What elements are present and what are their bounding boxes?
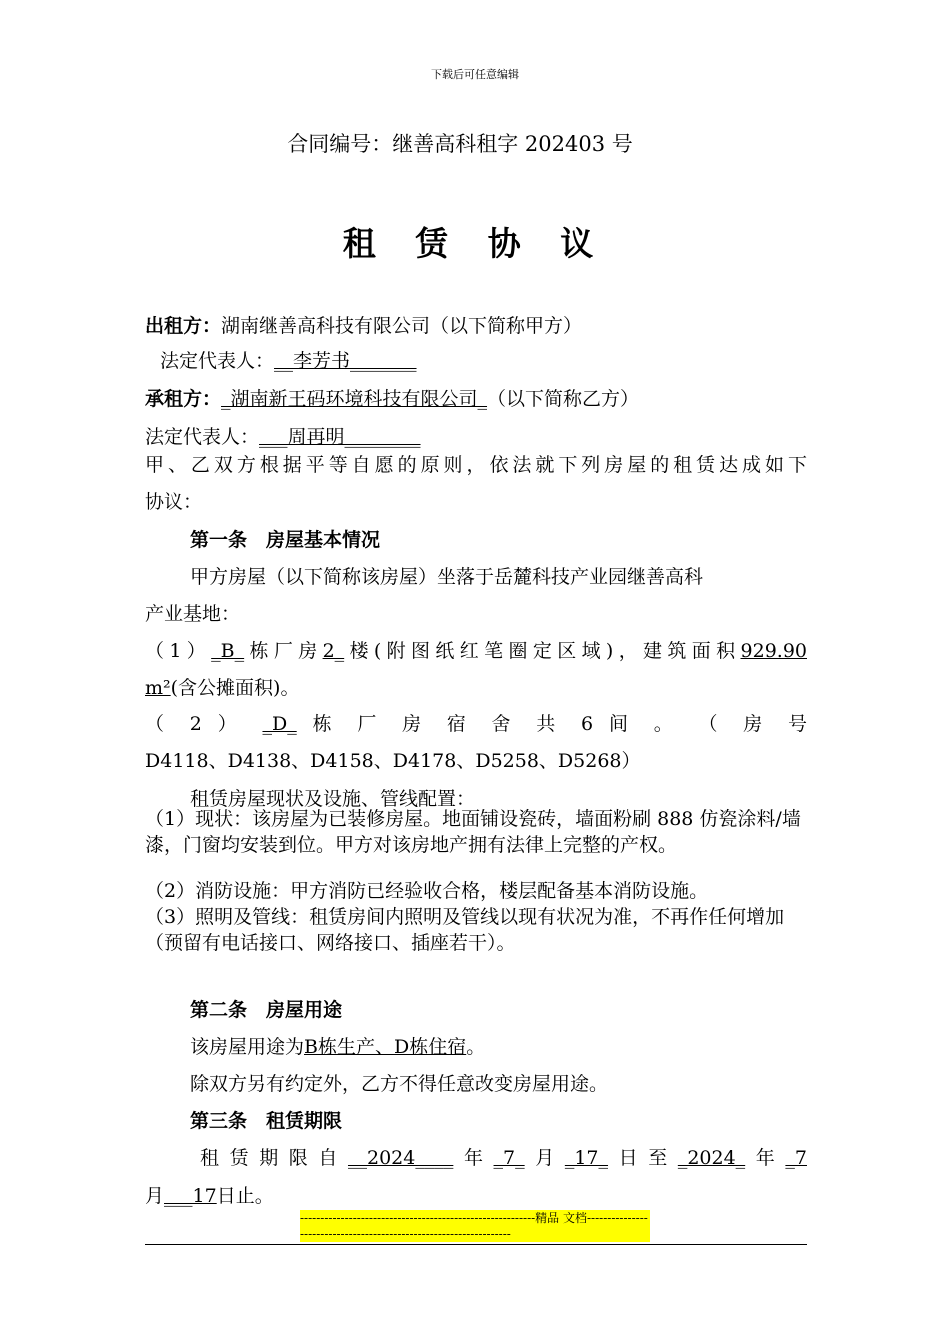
article-2-use: B栋生产、D栋住宿 [304, 1036, 467, 1058]
item-1-unit: m² [145, 677, 171, 699]
term-month-label-1: 月 [524, 1147, 565, 1169]
term-end-month: _7 [785, 1147, 807, 1169]
item-1-floor: 2_ [322, 640, 345, 662]
header-note: 下载后可任意编辑 [431, 68, 519, 81]
article-2-p2: 除双方另有约定外，乙方不得任意改变房屋用途。 [190, 1073, 609, 1095]
lessor-label: 出租方： [145, 315, 222, 337]
term-end-suffix: 日止。 [216, 1185, 274, 1207]
footer-watermark: ----------------------------------------------------------精品 文档------------------------------------------------------------------- [300, 1210, 650, 1242]
lessee-rep-line [145, 422, 421, 449]
intro-line-1: 甲、乙双方根据平等自愿的原则，依法就下列房屋的租赁达成如下 [145, 454, 807, 476]
term-start-month: _7_ [493, 1147, 525, 1169]
item-2-line-2: D4118、D4138、D4158、D4178、D5258、D5268） [145, 750, 641, 772]
item-2-prefix: （ 2 ） [145, 713, 247, 735]
lessor-rep-value: __李芳书_______ [274, 350, 417, 372]
term-end-day: ___17 [164, 1185, 217, 1207]
lessee-value: _湖南新王码环境科技有限公司_ [221, 388, 488, 410]
lessee-rep-label: 法定代表人： [145, 426, 260, 448]
article-1-p1-line1: 甲方房屋（以下简称该房屋）坐落于岳麓科技产业园继善高科 [190, 566, 704, 588]
term-year-label-1: 年 [453, 1147, 494, 1169]
term-to-label: 日至 [608, 1147, 678, 1169]
item-1-prefix: （1） [145, 640, 212, 662]
document-title: 租 赁 协 议 [342, 224, 608, 263]
item-1-line-1 [145, 636, 807, 663]
footer-divider [145, 1244, 807, 1245]
config-heading: 租赁房屋现状及设施、管线配置： [190, 788, 476, 810]
config-item-3: （3）照明及管线：租赁房间内照明及管线以现有状况为准，不再作任何增加（预留有电话接口、网络接口、插座若干）。 [145, 906, 785, 954]
item-2-line-1 [145, 709, 807, 736]
term-line-2 [145, 1181, 274, 1208]
contract-number: 合同编号：继善高科租字 202403 号 [287, 132, 633, 156]
lessee-line [145, 384, 639, 411]
article-2-p1 [190, 1032, 485, 1059]
article-2-use-suffix: 。 [466, 1036, 486, 1058]
term-year-label-2: 年 [745, 1147, 786, 1169]
config-item-2: （2）消防设施：甲方消防已经验收合格，楼层配备基本消防设施。 [145, 880, 709, 902]
term-start-day: _17_ [564, 1147, 609, 1169]
article-1-p1-line2: 产业基地： [145, 603, 241, 625]
item-1-area: 929.90 [740, 640, 807, 662]
item-1-line-2 [145, 673, 299, 700]
item-1-building: _B_ [211, 640, 245, 662]
item-1-desc: 楼(附图纸红笔圈定区域)，建筑面积 [344, 640, 741, 662]
config-item-1: （1）现状：该房屋为已装修房屋。地面铺设瓷砖，墙面粉刷 888 仿瓷涂料/墙漆，门窗均安装到位。甲方对该房地产拥有法律上完整的产权。 [145, 808, 801, 856]
article-1-heading: 第一条 房屋基本情况 [190, 529, 381, 551]
article-2-use-prefix: 该房屋用途为 [190, 1036, 305, 1058]
term-prefix: 租赁期限自 [200, 1147, 348, 1169]
lessor-value: 湖南继善高科技有限公司（以下简称甲方） [221, 315, 583, 337]
lessee-suffix: （以下简称乙方） [487, 388, 640, 410]
lessor-line [145, 311, 582, 338]
item-2-text: 栋 厂 房 宿 舍 共 6 间 。 （ 房 号 [312, 713, 807, 735]
term-month-label-2: 月 [145, 1185, 165, 1207]
article-2-heading: 第二条 房屋用途 [190, 999, 343, 1021]
item-1-note: (含公摊面积)。 [170, 677, 300, 699]
item-1-building-label: 栋厂房 [244, 640, 323, 662]
lessee-label: 承租方： [145, 388, 222, 410]
term-start-year: __2024____ [347, 1147, 454, 1169]
lessor-rep-line [160, 346, 417, 373]
lessee-rep-value: ___周再明________ [259, 426, 421, 448]
item-2-building: _D_ [262, 713, 297, 735]
term-line-1 [200, 1143, 807, 1170]
lessor-rep-label: 法定代表人： [160, 350, 275, 372]
intro-line-2: 协议： [145, 491, 203, 513]
article-3-heading: 第三条 租赁期限 [190, 1110, 343, 1132]
term-end-year: _2024_ [677, 1147, 746, 1169]
